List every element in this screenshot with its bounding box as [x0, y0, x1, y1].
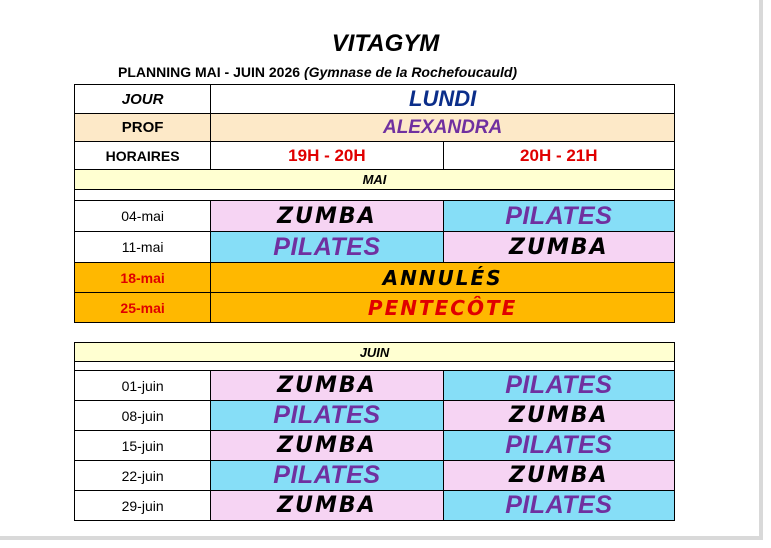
slot-2-time: 20H - 21H	[443, 142, 674, 170]
cancelled-notice: ANNULÉS	[211, 263, 675, 293]
jour-label: JOUR	[75, 85, 211, 114]
jour-row	[75, 85, 675, 114]
session-slot-1: ZUMBA	[211, 371, 443, 401]
page-subtitle	[118, 64, 517, 80]
spacer-cell	[75, 362, 675, 371]
session-slot-1: PILATES	[211, 232, 443, 263]
session-slot-2: PILATES	[443, 201, 674, 232]
holiday-notice: PENTECÔTE	[211, 293, 675, 323]
spacer-row	[75, 190, 675, 201]
holiday-row	[75, 293, 675, 323]
session-slot-2: PILATES	[443, 431, 674, 461]
session-slot-1: ZUMBA	[211, 431, 443, 461]
horaires-label: HORAIRES	[75, 142, 211, 170]
holiday-date: 25-mai	[75, 293, 211, 323]
session-slot-2: ZUMBA	[443, 232, 674, 263]
session-date: 08-juin	[75, 401, 211, 431]
subtitle-main: PLANNING MAI - JUIN 2026	[118, 64, 304, 80]
schedule-row	[75, 401, 675, 431]
cancelled-row	[75, 263, 675, 293]
page-title: VITAGYM	[331, 30, 440, 57]
session-slot-2: PILATES	[443, 371, 674, 401]
spacer-cell	[75, 190, 675, 201]
month-label-juin: JUIN	[75, 343, 675, 362]
schedule-row	[75, 491, 675, 521]
session-slot-1: PILATES	[211, 461, 443, 491]
session-slot-1: ZUMBA	[211, 201, 443, 232]
schedule-table-mai	[74, 84, 675, 323]
session-date: 15-juin	[75, 431, 211, 461]
cancelled-date: 18-mai	[75, 263, 211, 293]
session-date: 01-juin	[75, 371, 211, 401]
month-header-mai	[75, 170, 675, 190]
session-date: 11-mai	[75, 232, 211, 263]
month-header-juin	[75, 343, 675, 362]
prof-value: ALEXANDRA	[211, 114, 675, 142]
schedule-table-juin	[74, 342, 675, 521]
schedule-row	[75, 461, 675, 491]
schedule-row	[75, 371, 675, 401]
session-slot-2: ZUMBA	[443, 401, 674, 431]
slot-1-time: 19H - 20H	[211, 142, 443, 170]
session-slot-2: PILATES	[443, 491, 674, 521]
subtitle-location: (Gymnase de la Rochefoucauld)	[303, 64, 518, 80]
session-slot-1: ZUMBA	[211, 491, 443, 521]
horaires-row	[75, 142, 675, 170]
session-date: 04-mai	[75, 201, 211, 232]
month-label-mai: MAI	[75, 170, 675, 190]
schedule-row	[75, 201, 675, 232]
prof-row	[75, 114, 675, 142]
jour-value: LUNDI	[211, 85, 675, 114]
prof-label: PROF	[75, 114, 211, 142]
session-slot-1: PILATES	[211, 401, 443, 431]
session-slot-2: ZUMBA	[443, 461, 674, 491]
session-date: 22-juin	[75, 461, 211, 491]
session-date: 29-juin	[75, 491, 211, 521]
spacer-row	[75, 362, 675, 371]
schedule-row	[75, 431, 675, 461]
schedule-row	[75, 232, 675, 263]
